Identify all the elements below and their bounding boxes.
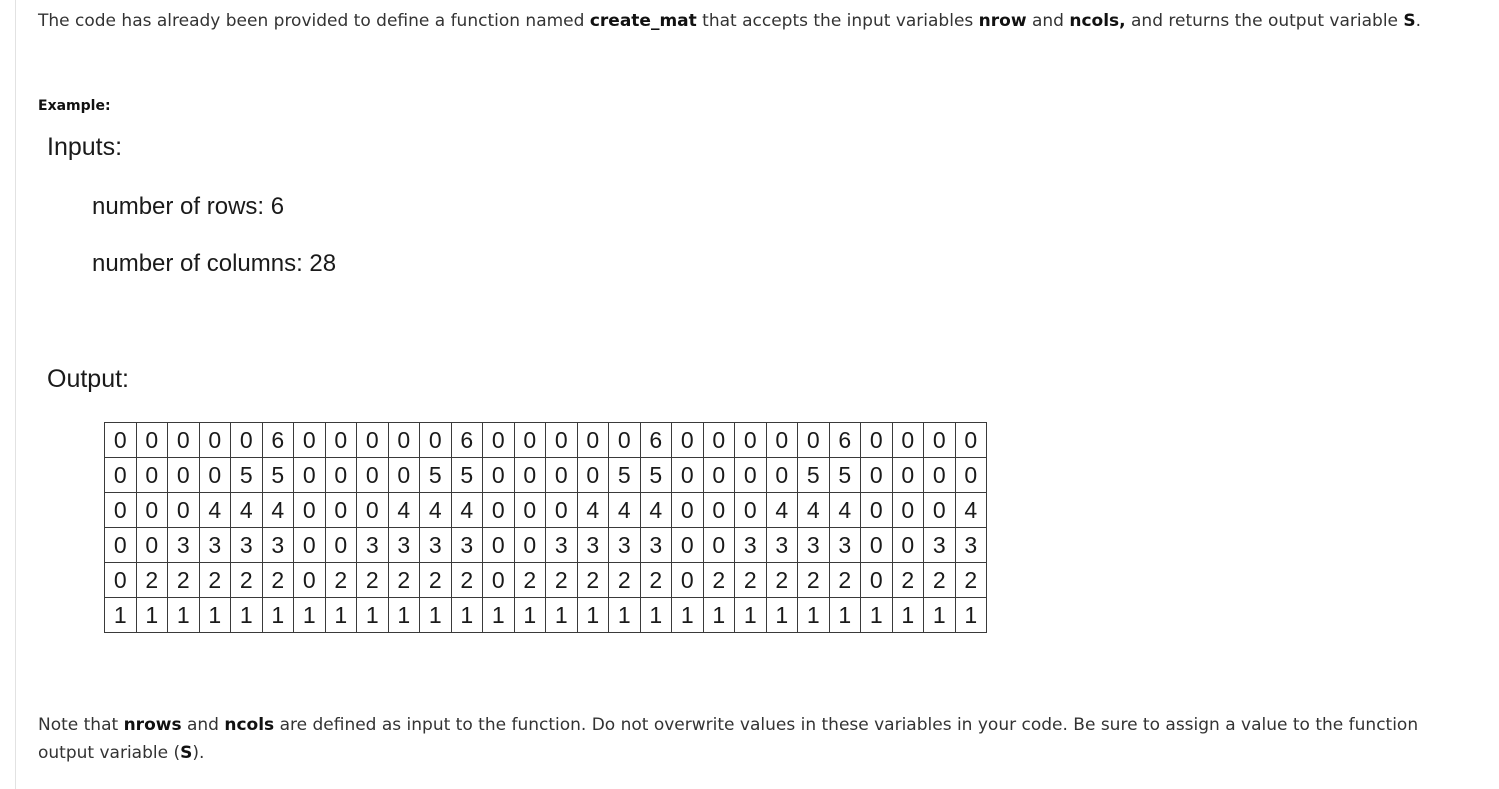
- matrix-cell: 0: [105, 493, 137, 528]
- note-text-3: are defined as input to the function. Do not overwrite values in these variables in your code. Be sure to assign a value to the function output variable (: [38, 715, 1419, 763]
- matrix-cell: 0: [672, 423, 704, 458]
- matrix-cell: 2: [798, 563, 830, 598]
- matrix-cell: 0: [105, 423, 137, 458]
- matrix-cell: 2: [420, 563, 452, 598]
- matrix-cell: 1: [829, 598, 861, 633]
- matrix-cell: 0: [861, 423, 893, 458]
- matrix-cell: 1: [105, 598, 137, 633]
- note-var-s: S: [180, 743, 193, 763]
- matrix-cell: 0: [672, 458, 704, 493]
- note-var-ncols: ncols: [224, 715, 275, 735]
- matrix-cell: 5: [420, 458, 452, 493]
- matrix-cell: 1: [924, 598, 956, 633]
- matrix-cell: 2: [136, 563, 168, 598]
- matrix-cell: 1: [546, 598, 578, 633]
- output-var-s: S: [1403, 11, 1416, 31]
- matrix-cell: 1: [703, 598, 735, 633]
- matrix-cell: 0: [199, 423, 231, 458]
- matrix-cell: 0: [924, 493, 956, 528]
- matrix-cell: 1: [609, 598, 641, 633]
- matrix-cell: 2: [829, 563, 861, 598]
- matrix-cell: 1: [294, 598, 326, 633]
- matrix-cell: 6: [262, 423, 294, 458]
- matrix-cell: 0: [892, 493, 924, 528]
- matrix-cell: 6: [451, 423, 483, 458]
- matrix-cell: 1: [451, 598, 483, 633]
- matrix-row: [105, 423, 987, 458]
- note-var-nrows: nrows: [123, 715, 182, 735]
- matrix-cell: 3: [262, 528, 294, 563]
- matrix-row: [105, 493, 987, 528]
- matrix-cell: 1: [420, 598, 452, 633]
- matrix-cell: 2: [451, 563, 483, 598]
- matrix-cell: 1: [861, 598, 893, 633]
- matrix-cell: 1: [892, 598, 924, 633]
- input-var-ncols: ncols,: [1069, 11, 1126, 31]
- matrix-cell: 1: [514, 598, 546, 633]
- matrix-cell: 0: [420, 423, 452, 458]
- matrix-cell: 0: [294, 423, 326, 458]
- matrix-cell: 0: [514, 528, 546, 563]
- matrix-cell: 2: [766, 563, 798, 598]
- matrix-cell: 0: [609, 423, 641, 458]
- matrix-cell: 0: [325, 493, 357, 528]
- matrix-cell: 0: [955, 423, 987, 458]
- matrix-cell: 1: [798, 598, 830, 633]
- matrix-cell: 3: [829, 528, 861, 563]
- output-heading: Output:: [47, 365, 129, 393]
- matrix-cell: 0: [861, 563, 893, 598]
- matrix-cell: 3: [388, 528, 420, 563]
- matrix-cell: 0: [546, 458, 578, 493]
- matrix-cell: 0: [514, 423, 546, 458]
- matrix-cell: 2: [514, 563, 546, 598]
- matrix-cell: 0: [703, 423, 735, 458]
- matrix-cell: 0: [703, 528, 735, 563]
- matrix-cell: 4: [262, 493, 294, 528]
- matrix-cell: 0: [861, 528, 893, 563]
- matrix-cell: 4: [231, 493, 263, 528]
- matrix-cell: 2: [357, 563, 389, 598]
- matrix-cell: 0: [136, 493, 168, 528]
- matrix-cell: 0: [892, 423, 924, 458]
- note-text-1: Note that: [38, 715, 124, 735]
- matrix-cell: 0: [136, 528, 168, 563]
- matrix-cell: 2: [703, 563, 735, 598]
- matrix-row: [105, 598, 987, 633]
- matrix-cell: 0: [514, 458, 546, 493]
- matrix-cell: 5: [609, 458, 641, 493]
- matrix-cell: 3: [231, 528, 263, 563]
- matrix-cell: 2: [577, 563, 609, 598]
- intro-text-1: The code has already been provided to define a function named: [38, 11, 590, 31]
- matrix-cell: 1: [766, 598, 798, 633]
- matrix-cell: 3: [798, 528, 830, 563]
- matrix-cell: 5: [798, 458, 830, 493]
- matrix-cell: 1: [672, 598, 704, 633]
- intro-text-3: and: [1026, 11, 1070, 31]
- matrix-cell: 4: [420, 493, 452, 528]
- matrix-cell: 0: [703, 458, 735, 493]
- matrix-cell: 0: [388, 423, 420, 458]
- matrix-cell: 0: [294, 528, 326, 563]
- matrix-cell: 5: [262, 458, 294, 493]
- matrix-cell: 4: [388, 493, 420, 528]
- matrix-cell: 1: [168, 598, 200, 633]
- matrix-cell: 0: [357, 423, 389, 458]
- matrix-cell: 2: [640, 563, 672, 598]
- content-left-border: [15, 0, 16, 789]
- matrix-cell: 3: [451, 528, 483, 563]
- matrix-row: [105, 528, 987, 563]
- matrix-cell: 0: [577, 423, 609, 458]
- matrix-cell: 0: [357, 458, 389, 493]
- matrix-cell: 0: [325, 458, 357, 493]
- matrix-cell: 3: [955, 528, 987, 563]
- matrix-cell: 5: [829, 458, 861, 493]
- matrix-cell: 0: [924, 458, 956, 493]
- matrix-cell: 1: [640, 598, 672, 633]
- matrix-cell: 0: [294, 493, 326, 528]
- matrix-row: [105, 458, 987, 493]
- matrix-row: [105, 563, 987, 598]
- note-paragraph: [38, 711, 1478, 767]
- matrix-cell: 0: [325, 528, 357, 563]
- matrix-cell: 0: [136, 423, 168, 458]
- inputs-heading: Inputs:: [47, 133, 123, 161]
- intro-text-4: and returns the output variable: [1125, 11, 1404, 31]
- matrix-cell: 0: [105, 563, 137, 598]
- matrix-cell: 2: [231, 563, 263, 598]
- matrix-cell: 2: [199, 563, 231, 598]
- matrix-cell: 3: [199, 528, 231, 563]
- matrix-cell: 0: [766, 458, 798, 493]
- intro-text-5: .: [1415, 11, 1422, 31]
- matrix-cell: 2: [924, 563, 956, 598]
- matrix-cell: 1: [388, 598, 420, 633]
- matrix-cell: 0: [325, 423, 357, 458]
- matrix-cell: 4: [640, 493, 672, 528]
- matrix-cell: 0: [105, 458, 137, 493]
- matrix-cell: 0: [357, 493, 389, 528]
- matrix-cell: 6: [640, 423, 672, 458]
- matrix-cell: 0: [735, 423, 767, 458]
- matrix-cell: 2: [955, 563, 987, 598]
- matrix-cell: 0: [231, 423, 263, 458]
- matrix-cell: 2: [325, 563, 357, 598]
- matrix-cell: 4: [609, 493, 641, 528]
- intro-text-2: that accepts the input variables: [696, 11, 979, 31]
- matrix-cell: 2: [892, 563, 924, 598]
- matrix-cell: 0: [703, 493, 735, 528]
- matrix-cell: 1: [262, 598, 294, 633]
- matrix-cell: 4: [577, 493, 609, 528]
- matrix-cell: 0: [105, 528, 137, 563]
- matrix-cell: 4: [766, 493, 798, 528]
- matrix-cell: 5: [231, 458, 263, 493]
- matrix-cell: 3: [640, 528, 672, 563]
- input-var-nrow: nrow: [978, 11, 1027, 31]
- matrix-cell: 0: [168, 493, 200, 528]
- matrix-cell: 3: [577, 528, 609, 563]
- matrix-cell: 0: [388, 458, 420, 493]
- matrix-cell: 1: [357, 598, 389, 633]
- matrix-cell: 5: [640, 458, 672, 493]
- matrix-cell: 1: [735, 598, 767, 633]
- matrix-cell: 1: [136, 598, 168, 633]
- matrix-cell: 3: [168, 528, 200, 563]
- matrix-cell: 3: [420, 528, 452, 563]
- matrix-cell: 1: [955, 598, 987, 633]
- matrix-cell: 2: [546, 563, 578, 598]
- matrix-cell: 0: [514, 493, 546, 528]
- matrix-cell: 0: [199, 458, 231, 493]
- matrix-cell: 2: [609, 563, 641, 598]
- matrix-cell: 0: [483, 528, 515, 563]
- matrix-cell: 0: [861, 493, 893, 528]
- matrix-cell: 0: [766, 423, 798, 458]
- matrix-cell: 1: [577, 598, 609, 633]
- matrix-cell: 4: [955, 493, 987, 528]
- matrix-cell: 0: [735, 493, 767, 528]
- matrix-cell: 0: [168, 423, 200, 458]
- matrix-cell: 0: [735, 458, 767, 493]
- matrix-cell: 0: [892, 528, 924, 563]
- matrix-cell: 6: [829, 423, 861, 458]
- matrix-cell: 3: [546, 528, 578, 563]
- matrix-cell: 4: [798, 493, 830, 528]
- matrix-cell: 1: [199, 598, 231, 633]
- matrix-cell: 0: [136, 458, 168, 493]
- matrix-cell: 1: [231, 598, 263, 633]
- matrix-cell: 4: [199, 493, 231, 528]
- note-text-4: ).: [192, 743, 205, 763]
- matrix-cell: 2: [168, 563, 200, 598]
- matrix-cell: 3: [609, 528, 641, 563]
- matrix-cell: 3: [357, 528, 389, 563]
- matrix-cell: 0: [798, 423, 830, 458]
- matrix-cell: 2: [735, 563, 767, 598]
- matrix-cell: 0: [483, 423, 515, 458]
- matrix-cell: 1: [325, 598, 357, 633]
- note-text-2: and: [181, 715, 225, 735]
- intro-paragraph: [38, 7, 1478, 35]
- cols-input-line: number of columns: 28: [92, 250, 337, 277]
- matrix-cell: 1: [483, 598, 515, 633]
- matrix-cell: 0: [294, 458, 326, 493]
- matrix-cell: 0: [955, 458, 987, 493]
- matrix-cell: 0: [861, 458, 893, 493]
- matrix-cell: 0: [672, 563, 704, 598]
- matrix-cell: 4: [451, 493, 483, 528]
- matrix-cell: 0: [483, 493, 515, 528]
- matrix-cell: 3: [735, 528, 767, 563]
- matrix-cell: 5: [451, 458, 483, 493]
- output-matrix: [104, 422, 987, 633]
- matrix-cell: 0: [546, 493, 578, 528]
- matrix-cell: 0: [168, 458, 200, 493]
- rows-input-line: number of rows: 6: [92, 193, 285, 220]
- example-heading: Example:: [38, 98, 111, 114]
- matrix-cell: 0: [892, 458, 924, 493]
- matrix-cell: 3: [924, 528, 956, 563]
- matrix-cell: 0: [483, 458, 515, 493]
- matrix-cell: 0: [672, 493, 704, 528]
- function-name: create_mat: [589, 11, 697, 31]
- matrix-cell: 3: [766, 528, 798, 563]
- matrix-cell: 0: [924, 423, 956, 458]
- matrix-cell: 0: [577, 458, 609, 493]
- matrix-cell: 0: [294, 563, 326, 598]
- matrix-cell: 0: [546, 423, 578, 458]
- matrix-cell: 0: [672, 528, 704, 563]
- matrix-cell: 4: [829, 493, 861, 528]
- matrix-cell: 2: [262, 563, 294, 598]
- matrix-cell: 0: [483, 563, 515, 598]
- matrix-cell: 2: [388, 563, 420, 598]
